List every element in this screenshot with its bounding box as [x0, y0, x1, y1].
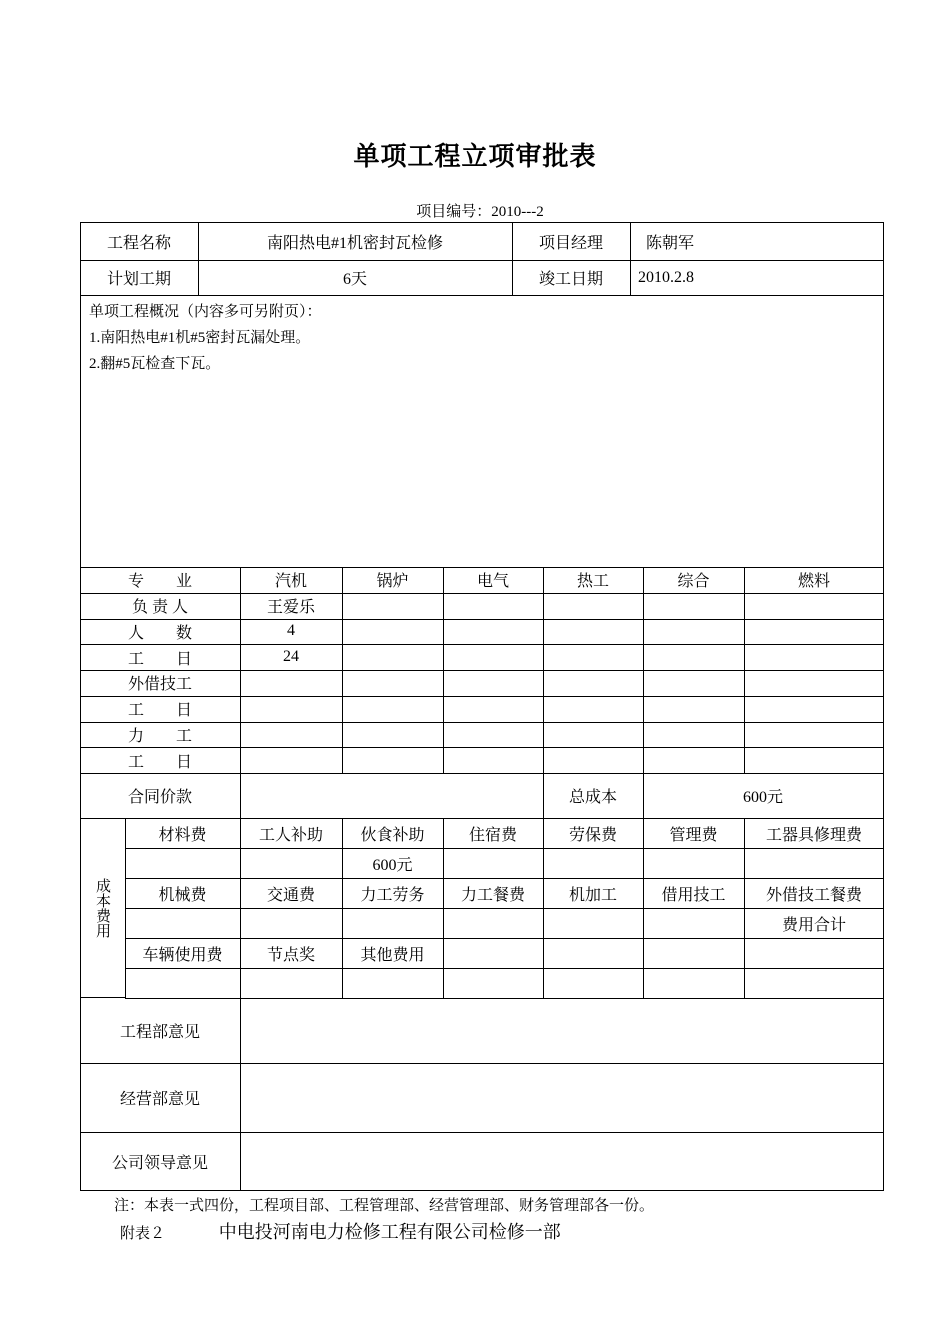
total-cost-label: 总成本	[543, 772, 644, 819]
spec-cell	[643, 619, 745, 646]
cost-cell	[240, 968, 343, 999]
spec-header: 燃料	[744, 567, 884, 594]
spec-cell	[744, 722, 884, 749]
spec-cell	[543, 696, 644, 723]
cost-label: 交通费	[240, 878, 343, 909]
cost-label: 车辆使用费	[125, 938, 241, 969]
cost-cell	[543, 938, 644, 969]
spec-cell	[240, 696, 343, 723]
engineering-opinion-label: 工程部意见	[80, 997, 241, 1064]
footer	[120, 1218, 561, 1244]
cost-label: 机械费	[125, 878, 241, 909]
spec-row-label: 人 数	[80, 619, 241, 646]
business-opinion-field[interactable]	[240, 1063, 883, 1133]
page-title: 单项工程立项审批表	[353, 142, 597, 171]
cost-cell	[125, 968, 241, 999]
spec-cell	[342, 619, 444, 646]
spec-cell	[643, 722, 745, 749]
spec-cell	[643, 644, 745, 671]
cost-label: 力工餐费	[443, 878, 544, 909]
spec-cell	[443, 644, 544, 671]
cost-cell	[643, 968, 745, 999]
overview-section	[80, 296, 884, 568]
spec-header: 热工	[543, 567, 644, 594]
spec-cell	[342, 670, 444, 697]
spec-cell	[443, 696, 544, 723]
spec-header: 汽机	[240, 567, 343, 594]
cost-cell	[643, 848, 745, 879]
cost-cell	[643, 938, 745, 969]
spec-cell	[643, 593, 745, 620]
project-number: 项目编号：2010---2	[416, 204, 544, 220]
spec-cell	[543, 747, 644, 774]
spec-cell	[543, 619, 644, 646]
cost-cell	[543, 908, 644, 939]
spec-qiji-value: 王爱乐	[240, 593, 343, 620]
cost-label: 费用合计	[744, 908, 884, 939]
cost-label: 600元	[342, 848, 444, 879]
spec-cell	[744, 644, 884, 671]
spec-cell	[543, 722, 644, 749]
spec-cell	[342, 593, 444, 620]
spec-row-label: 负 责 人	[80, 593, 241, 620]
cost-label: 材料费	[125, 818, 241, 849]
spec-cell	[240, 670, 343, 697]
spec-cell	[643, 670, 745, 697]
leader-opinion-field[interactable]	[240, 1132, 883, 1190]
spec-header: 电气	[443, 567, 544, 594]
name-value: 南阳热电#1机密封瓦检修	[198, 222, 513, 261]
spec-row-label: 工 日	[80, 644, 241, 671]
period-value: 6天	[198, 260, 513, 296]
overview-line-1: 1.南阳热电#1机#5密封瓦漏处理。	[89, 330, 311, 346]
spec-row-label: 工 日	[80, 696, 241, 723]
spec-row-label: 工 日	[80, 747, 241, 774]
cost-label: 管理费	[643, 818, 745, 849]
spec-qiji-value: 24	[240, 644, 343, 671]
cost-cell	[744, 968, 884, 999]
spec-cell	[744, 593, 884, 620]
cost-label: 工器具修理费	[744, 818, 884, 849]
contract-label: 合同价款	[80, 772, 241, 819]
spec-cell	[744, 747, 884, 774]
spec-cell	[342, 722, 444, 749]
spec-cell	[443, 670, 544, 697]
company-name: 中电投河南电力检修工程有限公司检修一部	[218, 1222, 561, 1242]
manager-label: 项目经理	[512, 222, 631, 261]
attachment-label: 附表２	[120, 1226, 166, 1242]
spec-cell	[643, 747, 745, 774]
business-opinion-label: 经营部意见	[80, 1063, 241, 1133]
cost-label: 工人补助	[240, 818, 343, 849]
cost-cell	[443, 848, 544, 879]
spec-header: 综合	[643, 567, 745, 594]
manager-value: 陈朝军	[630, 222, 883, 261]
cost-cell	[342, 908, 444, 939]
name-label: 工程名称	[80, 222, 199, 261]
cost-cell	[443, 938, 544, 969]
cost-cell	[342, 968, 444, 999]
spec-qiji-value: 4	[240, 619, 343, 646]
spec-cell	[643, 696, 745, 723]
cost-cell	[125, 908, 241, 939]
cost-cell	[240, 908, 343, 939]
cost-side-label	[80, 818, 126, 998]
cost-label: 外借技工餐费	[744, 878, 884, 909]
cost-label: 机加工	[543, 878, 644, 909]
cost-label: 劳保费	[543, 818, 644, 849]
cost-cell	[543, 848, 644, 879]
finish-label: 竣工日期	[512, 260, 631, 296]
spec-cell	[342, 696, 444, 723]
period-label: 计划工期	[80, 260, 199, 296]
total-cost-value: 600元	[643, 772, 883, 819]
spec-cell	[543, 644, 644, 671]
cost-cell	[125, 848, 241, 879]
cost-cell	[643, 908, 745, 939]
spec-cell	[443, 722, 544, 749]
spec-cell	[744, 670, 884, 697]
note: 注：本表一式四份，工程项目部、工程管理部、经营管理部、财务管理部各一份。	[114, 1198, 655, 1214]
cost-cell	[543, 968, 644, 999]
spec-cell	[443, 619, 544, 646]
overview-line-2: 2.翻#5瓦检查下瓦。	[89, 356, 221, 372]
finish-value: 2010.2.8	[630, 260, 883, 296]
spec-row-label: 专 业	[80, 567, 241, 594]
cost-label: 节点奖	[240, 938, 343, 969]
cost-cell	[443, 908, 544, 939]
cost-side-text: 成本费用	[94, 877, 110, 938]
overview-heading: 单项工程概况（内容多可另附页）：	[89, 304, 322, 320]
spec-cell	[240, 722, 343, 749]
spec-row-label: 力 工	[80, 722, 241, 749]
cost-cell	[744, 938, 884, 969]
spec-cell	[443, 747, 544, 774]
cost-cell	[443, 968, 544, 999]
spec-cell	[342, 747, 444, 774]
cost-cell	[240, 848, 343, 879]
cost-label: 力工劳务	[342, 878, 444, 909]
spec-cell	[543, 670, 644, 697]
spec-cell	[342, 644, 444, 671]
spec-header: 锅炉	[342, 567, 444, 594]
cost-label: 伙食补助	[342, 818, 444, 849]
spec-row-label: 外借技工	[80, 670, 241, 697]
cost-label: 其他费用	[342, 938, 444, 969]
cost-cell	[744, 848, 884, 879]
spec-cell	[744, 696, 884, 723]
engineering-opinion-field[interactable]	[240, 997, 883, 1064]
spec-cell	[443, 593, 544, 620]
cost-label: 借用技工	[643, 878, 745, 909]
contract-value	[240, 772, 544, 819]
spec-cell	[744, 619, 884, 646]
spec-cell	[240, 747, 343, 774]
spec-cell	[543, 593, 644, 620]
cost-label: 住宿费	[443, 818, 544, 849]
leader-opinion-label: 公司领导意见	[80, 1132, 241, 1190]
